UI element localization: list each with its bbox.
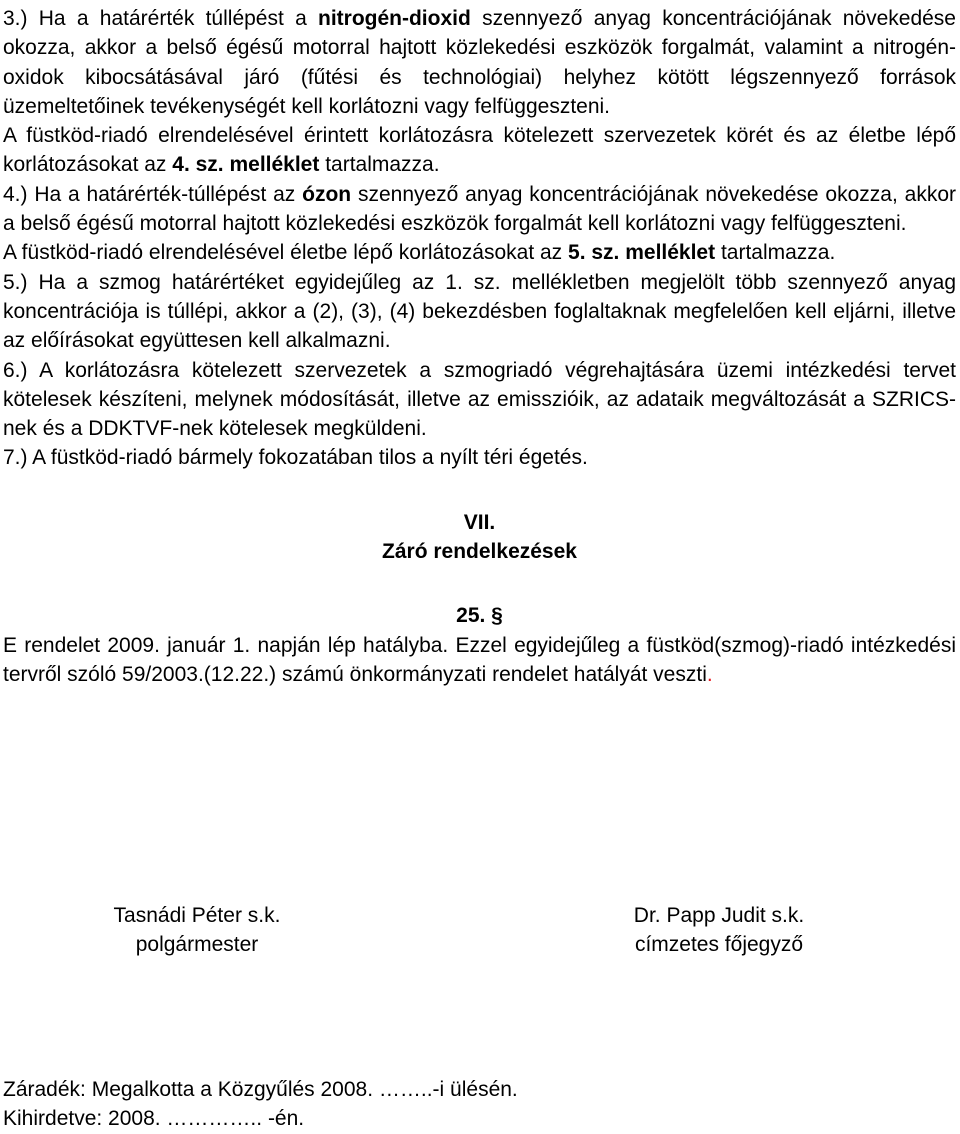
paragraph-6: 6.) A korlátozásra kötelezett szervezetek a szmogriadó végrehajtására üzemi intézkedési tervet kötelesek készíteni, melynek módosítását, illetve az emisszióik, az adataik megváltozását a SZRICS-nek és a DDKTVF-nek kötelesek megküldeni. [3,358,956,441]
paragraph-3 [3,4,956,121]
signature-left-title: polgármester [135,933,259,957]
paragraph-4-text-end: szennyező anyag koncentrációjának növekedése okozza, akkor a belső égésű motorral hajtott közlekedési eszközök forgalmát kell korlátozni vagy felfüggeszteni. [3,182,956,236]
paragraph-3-text: 3.) Ha a határérték túllépést a [3,7,318,30]
paragraph-3-bold: nitrogén-dioxid [318,7,471,30]
chapter-title: Záró rendelkezések [382,540,577,564]
footer-line-promulgation: Kihirdetve: 2008. ………….. -én. [3,1107,305,1131]
signature-left [91,901,303,960]
paragraph-4b-text-end: tartalmazza. [715,241,836,265]
paragraph-7: 7.) A füstköd-riadó bármely fokozatában tilos a nyílt téri égetés. [3,446,588,470]
paragraph-4b-text: A füstköd-riadó elrendelésével életbe lépő korlátozásokat az [3,241,569,265]
signature-left-name: Tasnádi Péter s.k. [113,904,281,927]
paragraph-5: 5.) Ha a szmog határértéket egyidejűleg az 1. sz. mellékletben megjelölt több szennyező anyag koncentrációja is túllépi, akkor a (2), (3), (4) bekezdésben foglaltaknak megfelelően kell eljárni, illetve az előírásokat együttesen kell alkalmazni. [3,270,956,353]
paragraph-4-text: 4.) Ha a határérték-túllépést az [3,182,303,206]
closing-end-mark: . [706,662,713,686]
paragraph-3b [3,121,956,180]
paragraph-3-text-end: szennyező anyag koncentrációjának növekedése okozza, akkor a belső égésű motorral hajtott közlekedési eszközök forgalmát, valamint a nitrogén-oxidok kibocsátásával járó (fűtési és technológiai) helyhez kötött légszennyező források üzemeltetőinek tevékenységét kell korlátozni vagy felfüggeszteni. [3,7,956,118]
chapter-number: VII. [463,510,496,534]
paragraph-4b-bold: 5. sz. melléklet [568,241,716,265]
footer-clause [3,1075,943,1134]
paragraph-3b-text-end: tartalmazza. [319,153,440,177]
closing-paragraph [3,631,956,690]
section-heading [3,601,956,630]
paragraph-4 [3,180,956,239]
signature-right-title: címzetes főjegyző [634,933,804,957]
signature-right-name: Dr. Papp Judit s.k. [633,904,805,927]
paragraph-4-bold: ózon [302,182,352,206]
paragraph-3b-text: A füstköd-riadó elrendelésével érintett korlátozásra kötelezett szervezetek körét és az életbe lépő korlátozásokat az [3,124,956,177]
paragraph-4b [3,238,956,267]
signature-block [0,901,960,963]
closing-text: E rendelet 2009. január 1. napján lép hatályba. Ezzel egyidejűleg a füstköd(szmog)-riadó intézkedési tervről szóló 59/2003.(12.22.) számú önkormányzati rendelet hatályát veszti [3,633,956,686]
footer-line-adoption: Záradék: Megalkotta a Közgyűlés 2008. ……..-i ülésén. [3,1078,518,1101]
signature-right [614,901,824,960]
document-body [3,4,956,689]
paragraph-3b-bold: 4. sz. melléklet [172,153,320,177]
chapter-heading [3,508,956,567]
section-number: 25. § [456,604,503,628]
